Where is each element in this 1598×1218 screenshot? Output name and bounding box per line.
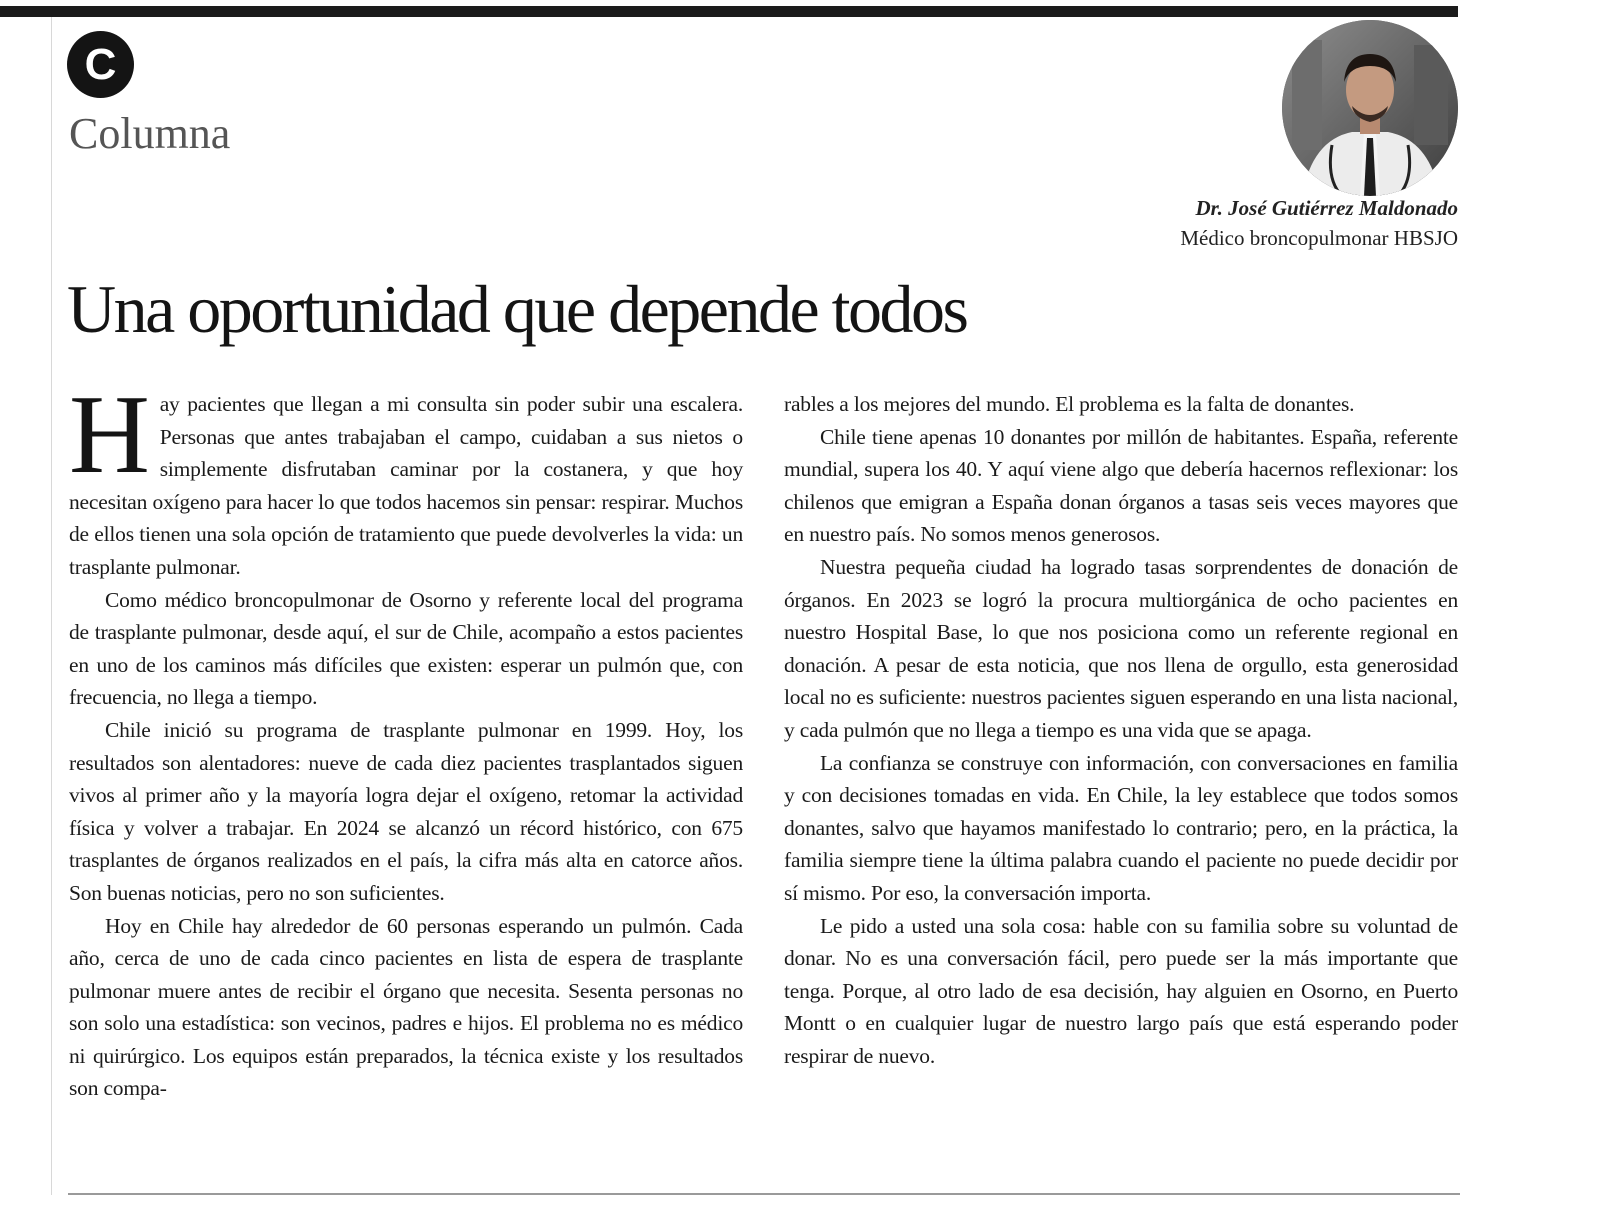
article-paragraph: Hoy en Chile hay alrededor de 60 personas esperando un pulmón. Cada año, cerca de uno de cada cinco pacientes en lista de espera de trasplante pulmonar muere antes de recibir el órgano que necesita. Sesenta personas no son solo una estadística: son vecinos, padres e hijos. El problema no es médico ni quirúrgico. Los equipos están preparados, la técnica existe y los resultados son compa- (69, 913, 743, 1101)
article-column-right (784, 388, 1458, 1072)
left-margin-rule (51, 17, 52, 1195)
article-paragraph: Nuestra pequeña ciudad ha logrado tasas sorprendentes de donación de órganos. En 2023 se logró la procura multiorgánica de ocho pacientes en nuestro Hospital Base, lo que nos posiciona como un referente regional en donación. A pesar de esta noticia, que nos llena de orgullo, esta generosidad local no es suficiente: nuestros pacientes siguen esperando en una lista nacional, y cada pulmón que no llega a tiempo es una vida que se apaga. (784, 554, 1458, 742)
article-column-left (69, 373, 743, 1105)
article-paragraph: rables a los mejores del mundo. El problema es la falta de donantes. (784, 392, 1355, 416)
section-badge: C (67, 31, 134, 98)
paragraph-text: ay pacientes que llegan a mi consulta sin poder subir una escalera. Personas que antes trabajaban el campo, cuidaban a sus nietos o simplemente disfrutaban caminar por la costanera, y que hoy necesitan oxígeno para hacer lo que todos hacemos sin pensar: respirar. Muchos de ellos tienen una sola opción de tratamiento que puede devolverles la vida: un trasplante pulmonar. (69, 392, 743, 579)
article-headline: Una oportunidad que depende todos (67, 271, 967, 347)
article-paragraph: Chile inició su programa de trasplante pulmonar en 1999. Hoy, los resultados son alentadores: nueve de cada diez pacientes trasplantados siguen vivos al primer año y la mayoría logra dejar el oxígeno, retomar la actividad física y volver a trabajar. En 2024 se alcanzó un récord histórico, con 675 trasplantes de órganos realizados en el país, la cifra más alta en catorce años. Son buenas noticias, pero no son suficientes. (69, 717, 743, 905)
article-paragraph: La confianza se construye con información, con conversaciones en familia y con decisiones tomadas en vida. En Chile, la ley establece que todos somos donantes, salvo que hayamos manifestado lo contrario; pero, en la práctica, la familia siempre tiene la última palabra cuando el paciente no puede decidir por sí mismo. Por eso, la conversación importa. (784, 750, 1458, 905)
article-paragraph: Como médico broncopulmonar de Osorno y referente local del programa de trasplante pulmonar, desde aquí, el sur de Chile, acompaño a estos pacientes en uno de los caminos más difíciles que existen: esperar un pulmón que, con frecuencia, no llega a tiempo. (69, 587, 743, 710)
author-byline (1180, 193, 1458, 253)
section-label: Columna (69, 109, 231, 158)
author-photo (1282, 20, 1458, 196)
author-role: Médico broncopulmonar HBSJO (1180, 226, 1458, 250)
bottom-rule (68, 1193, 1460, 1195)
author-name: Dr. José Gutiérrez Maldonado (1195, 196, 1458, 220)
drop-cap: H (69, 373, 150, 497)
article-paragraph: Le pido a usted una sola cosa: hable con su familia sobre su voluntad de donar. No es una conversación fácil, pero puede ser la más importante que tenga. Porque, al otro lado de esa decisión, hay alguien en Osorno, en Puerto Montt o en cualquier lugar de nuestro largo país que está esperando poder respirar de nuevo. (784, 913, 1458, 1068)
article-paragraph (69, 373, 743, 584)
article-paragraph: Chile tiene apenas 10 donantes por millón de habitantes. España, referente mundial, supera los 40. Y aquí viene algo que debería hacernos reflexionar: los chilenos que emigran a España donan órganos a tasas seis veces mayores que en nuestro país. No somos menos generosos. (784, 424, 1458, 547)
top-rule (0, 6, 1458, 17)
